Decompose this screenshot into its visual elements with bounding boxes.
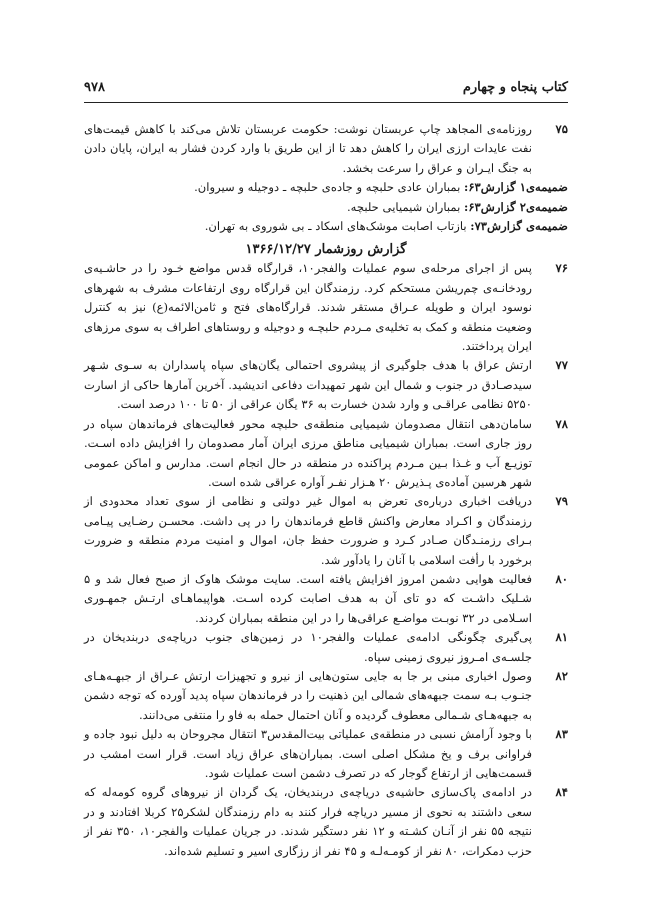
item-number: ۸۱: [555, 630, 568, 645]
section-title: گزارش روزشمار ۱۳۶۶/۱۲/۲۷: [245, 242, 407, 258]
item-number: ۸۰: [555, 571, 568, 586]
report-item: [84, 570, 568, 628]
item-text: پی‌گیری چگونگی ادامه‌ی عملیات والفجر۱۰ در زمین‌های جنوب دریاچه‌ی دربندیخان در جلسـه‌ی امـروز نیروی زمینی سپاه.: [84, 630, 532, 664]
content-block: [84, 120, 568, 861]
item-number: ۸۴: [555, 785, 568, 800]
appendix-label: ضمیمه‌ی۱ گزارش۶۳:: [464, 180, 568, 195]
report-item: [84, 667, 568, 725]
item-number: ۷۸: [555, 416, 568, 431]
report-item: [84, 356, 568, 414]
item-number: ۷۵: [555, 122, 568, 136]
report-item: [84, 492, 568, 570]
item-text: روزنامه‌ی المجاهد چاپ عربستان نوشت: حکومت عربستان تلاش می‌کند با کاهش قیمت‌های نفت عایدات ارزی ایران را کاهش دهد تا از این طریق با وارد کردن فشار به ایران، پایان دادن به جنگ ایـران و عراق را سرعت بخشد.: [84, 122, 532, 175]
item-number: ۷۹: [555, 494, 568, 509]
appendix-line: [84, 217, 568, 236]
appendix-text: بازتاب اصابت موشک‌های اسکاد ـ بی شوروی به تهران.: [204, 219, 471, 234]
item-text: وصول اخباری مبنی بر جا به جایی ستون‌هایی از نیرو و تجهیزات ارتش عـراق از جبهـه‌هـای جنـوب بـه سمت جبهه‌های شمالی این ذهنیت را در فرماندهان سپاه پدید آورده که توجه دشمن به جبهه‌هـای شـمالی معطوف گردیده و آنان احتمال حمله به فاو را منتفی می‌دانند.: [84, 668, 532, 722]
appendix-label: ضمیمه‌ی گزارش۷۳:: [470, 219, 568, 234]
item-text: دریافت اخباری درباره‌ی تعرض به اموال غیر دولتی و نظامی از سوی تعداد محدودی از رزمندگان و اکـراد معارض واکنش قاطع فرماندهان را در پی داشت. محسـن رضـایی پیـامی بـرای رزمنـدگان صـادر کـرد و ضرورت حفظ جان، اموال و امنیت مردم منطقه و ضرورت برخورد با رأفت اسلامی با آنان را یادآور شد.: [84, 494, 532, 567]
appendix-text: بمباران شیمیایی حلبچه.: [346, 199, 465, 214]
item-text: با وجود آرامش نسبی در منطقه‌ی عملیاتی بیت‌المقدس۳ انتقال مجروحان به دلیل نبود جاده و فراوانی برف و یخ مشکل اصلی است. بمباران‌های عراق زیاد است. قرار است امشب در قسمت‌هایی از ارتفاع گوجار که در تصرف دشمن است عملیات شود.: [84, 727, 533, 780]
item-text: فعالیت هوایی دشمن امروز افزایش یافته است. سایت موشک هاوک از صبح فعال شد و ۵ شـلیک داشـت که دو تای آن به هدف اصابت کرده اسـت. هواپیماهـای ارتـش جمهـوری اسـلامی در ۳۲ نوبـت مواضـع عراقی‌ها را در این منطقه بمباران کردند.: [84, 571, 532, 625]
appendix-text: بمباران عادی حلبچه و جاده‌ی حلبچه ـ دوجیله و سیروان.: [194, 180, 465, 195]
item-text: پس از اجرای مرحله‌ی سوم عملیات والفجر۱۰، قرارگاه قدس مواضع خـود را در حاشـیه‌ی رودخانـه‌ی چم‌ریشن مستحکم کرد. رزمندگان این قرارگاه روی ارتفاعات مشرف به شهرهای نوسود ایران و طویله عـراق مستقر شدند. قرارگاه‌های فتح و ثامن‌الائمه(ع) نیز به کنترل وضعیت منطقه و کمک به تخلیه‌ی مـردم حلبچـه و دوجیله و روستاهای اطراف به سوی مرزهای ایران پرداختند.: [84, 261, 532, 354]
item-number: ۷۷: [555, 358, 568, 373]
appendix-line: [84, 178, 568, 197]
item-number: ۸۳: [555, 727, 568, 742]
item-text: در ادامه‌ی پاک‌سازی حاشیه‌ی دریاچه‌ی دربندیخان، یک گردان از نیروهای گروه کومه‌له که سعی داشتند به نحوی از مسیر دریاچه فرار کنند به دام رزمندگان لشکر۲۵ کربلا افتادند و در نتیجه ۵۵ نفر از آنـان کشـته و ۱۲ نفر دستگیر شدند. در جریان عملیات والفجر۱۰، ۳۵۰ نفر از حزب دمکرات، ۸۰ نفر از کومـه‌لـه و ۴۵ نفر از رزگاری اسیر و تسلیم شده‌اند.: [84, 785, 532, 858]
item-number: ۷۶: [555, 261, 568, 276]
page-number: ۹۷۸: [84, 80, 105, 95]
running-header: [84, 76, 568, 100]
report-item: [84, 259, 568, 356]
item-text: ارتش عراق با هدف جلوگیری از پیشروی احتمالی یگان‌های سپاه پاسداران به سـوی شـهر سیدصـادق در جنوب و شمال این شهر تمهیدات دفاعی اندیشید. آخرین آمارها حاکی از اسارت ۵۲۵۰ نظامی عراقـی و وارد شدن خسارت به ۳۶ یگان عراقی از ۵۰ تا ۱۰۰ درصد است.: [84, 358, 532, 412]
report-item: [84, 725, 568, 783]
appendix-label: ضمیمه‌ی۲ گزارش۶۳:: [464, 199, 568, 214]
item-number: ۸۲: [555, 668, 568, 683]
report-item: [84, 415, 568, 493]
report-item: [84, 628, 568, 667]
header-rule: [84, 102, 568, 103]
report-item: [84, 120, 568, 178]
item-text: سامان‌دهی انتقال مصدومان شیمیایی منطقه‌ی حلبچه محور فعالیت‌های فرماندهان سپاه در روز جاری است. بمباران شیمیایی مناطق مرزی ایران آمار مصدومان را افزایش داده اسـت. توزیـع آب و غـذا بـین مـردم پراکنده در منطقه در حال انجام است. مدارس و اماکن عمومی شهر هرسین آماده‌ی پـذیرش ۲۰ هـزار نفـر آواره عراقی شده است.: [84, 416, 532, 489]
appendix-line: [84, 198, 568, 217]
report-item: [84, 783, 568, 861]
book-title: کتاب پنجاه و چهارم: [462, 80, 568, 95]
